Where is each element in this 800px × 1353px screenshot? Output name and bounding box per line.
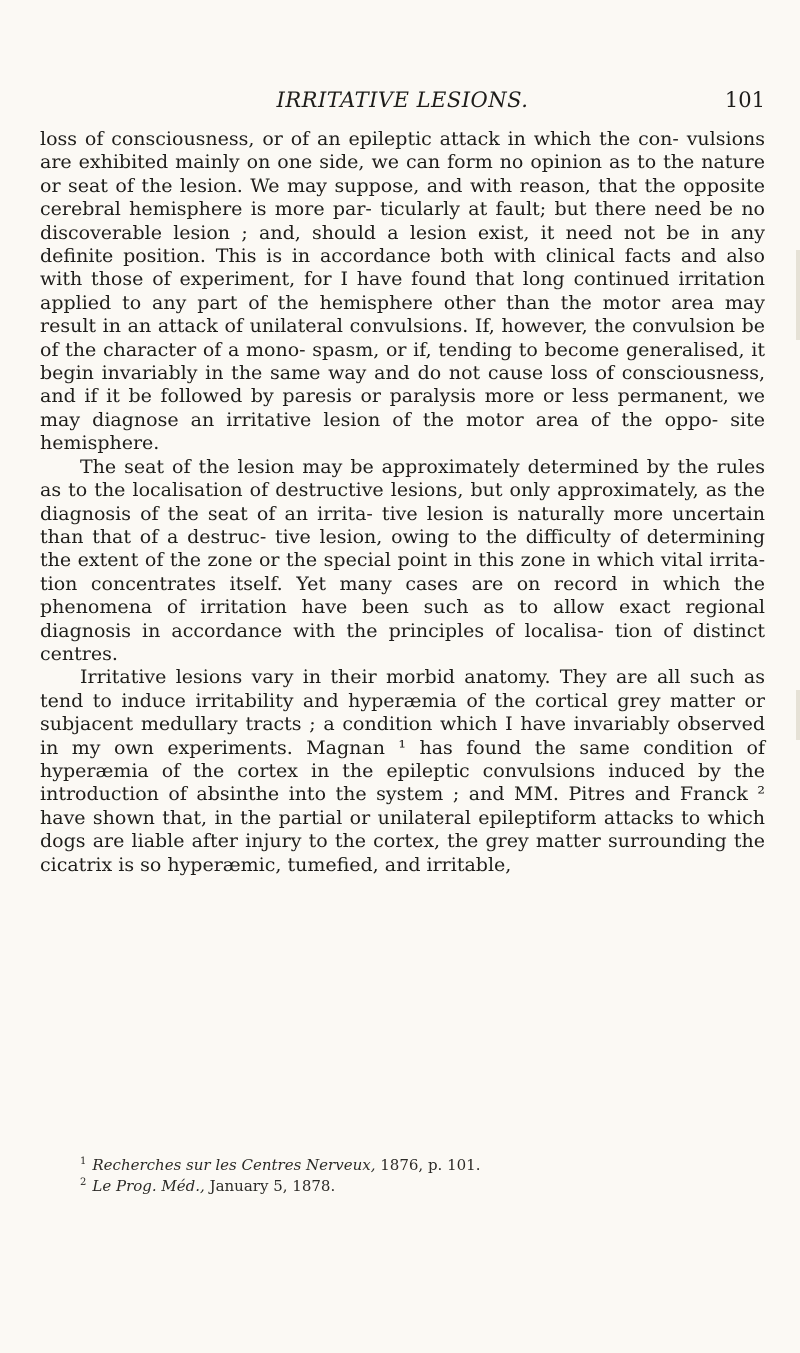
page-number: 101 [724, 88, 765, 112]
footnote-details: 1876, p. 101. [375, 1156, 481, 1174]
footnote-details: January 5, 1878. [204, 1177, 336, 1195]
page-edge-shadow [796, 690, 800, 740]
paragraph-2: The seat of the lesion may be approximately determined by the rules as to the localisation of destructive lesions, but only approximately, as the diagnosis of the seat of an irrita- tive lesion is naturally more uncertain than that of a destruc- tive lesion, owing to the difficulty of determining the extent of the zone or the special point in this zone in which vital irrita- tion concentrates itself. Yet many cases are on record in which the phenomena of irritation have been such as to allow exact regional diagnosis in accordance with the principles of localisa- tion of distinct centres. [40, 455, 765, 665]
page-edge-shadow [796, 250, 800, 340]
footnote-title: Le Prog. Méd., [92, 1177, 205, 1195]
footnote-number: 1 [80, 1156, 87, 1167]
paragraph-3: Irritative lesions vary in their morbid anatomy. They are all such as tend to induce irritability and hyperæmia of the cortical grey matter or subjacent medullary tracts ; a condition which I have invariably observed in my own experiments. Magnan ¹ has found the same condition of hyperæmia of the cortex in the epileptic convulsions induced by the introduction of absinthe into the system ; and MM. Pitres and Franck ² have shown that, in the partial or unilateral epileptiform attacks to which dogs are liable after injury to the cortex, the grey matter surrounding the cicatrix is so hyperæmic, tumefied, and irritable, [40, 666, 765, 876]
page-header [40, 88, 765, 118]
footnote-1 [80, 1153, 680, 1174]
footnotes [80, 1153, 680, 1195]
footnote-title: Recherches sur les Centres Nerveux, [92, 1156, 376, 1174]
body-text [40, 128, 765, 877]
paragraph-1: loss of consciousness, or of an epileptic attack in which the con- vulsions are exhibited mainly on one side, we can form no opinion as to the nature or seat of the lesion. We may suppose, and with reason, that the opposite cerebral hemisphere is more par- ticularly at fault; but there need be no discoverable lesion ; and, should a lesion exist, it need not be in any definite position. This is in accordance both with clinical facts and also with those of experiment, for I have found that long continued irritation applied to any part of the hemisphere other than the motor area may result in an attack of unilateral convulsions. If, however, the convulsion be of the character of a mono- spasm, or if, tending to become generalised, it begin invariably in the same way and do not cause loss of consciousness, and if it be followed by paresis or paralysis more or less permanent, we may diagnose an irritative lesion of the motor area of the oppo- site hemisphere. [40, 128, 765, 455]
running-head: IRRITATIVE LESIONS. [276, 88, 529, 112]
footnote-2 [80, 1174, 680, 1195]
footnote-number: 2 [80, 1177, 87, 1188]
